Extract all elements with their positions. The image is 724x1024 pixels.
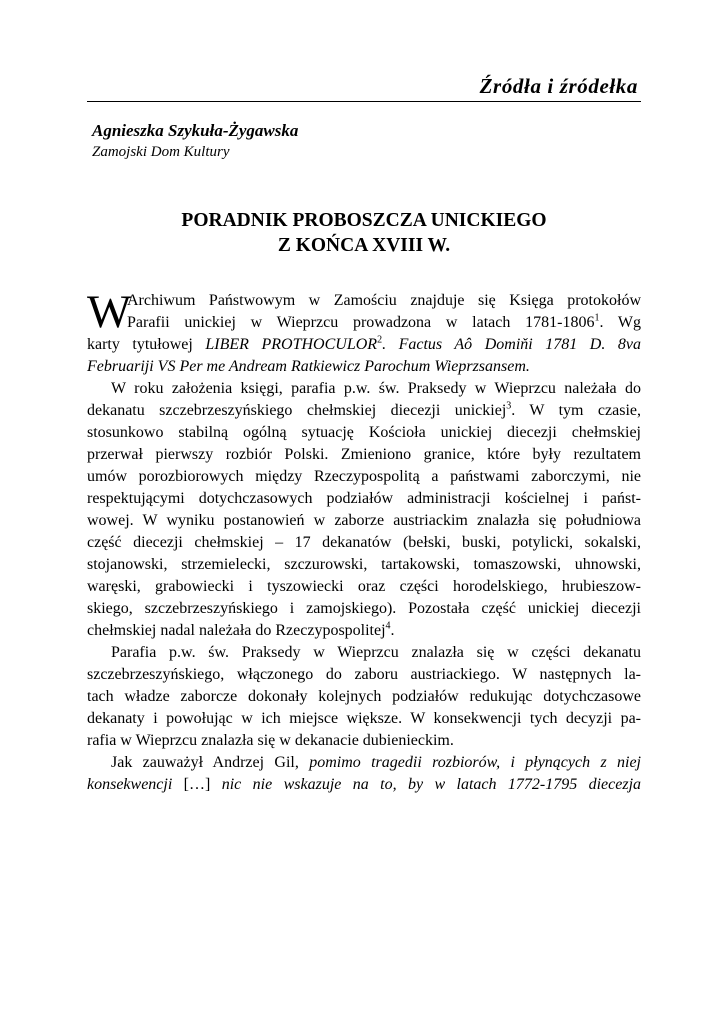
body-line: dekanaty i powołując w ich miejsce większe. W konsekwencji tych decyzji pa- bbox=[87, 710, 641, 727]
body-line: tach władze zaborcze dokonały kolejnych podziałów redukując dotychczasowe bbox=[87, 688, 641, 705]
body-line: karty tytułowej LIBER PROTHOCULOR$^2$. Factus Aô Domiňi 1781 D. 8va bbox=[87, 334, 642, 353]
footnote-ref-1[interactable]: 1 bbox=[594, 312, 600, 324]
body-line: Parafia p.w. św. Praksedy w Wieprzcu znalazła się w części dekanatu bbox=[111, 644, 641, 661]
header-rule bbox=[87, 101, 641, 102]
body-line: szczebrzeszyńskiego, włączonego do zaboru austriackiego. W następnych la- bbox=[87, 666, 641, 683]
body-line: respektującymi dotychczasowych podziałów administracji kościelnej i państ- bbox=[87, 490, 641, 507]
footnote-ref-4[interactable]: 4 bbox=[385, 620, 391, 632]
body-line: W roku założenia księgi, parafia p.w. św. Praksedy w Wieprzcu należała do bbox=[111, 380, 641, 397]
body-line: skiego, szczebrzeszyńskiego i zamojskiego). Pozostała część unickiej diecezji bbox=[87, 600, 641, 617]
body-line: dekanatu szczebrzeszyńskiego chełmskiej diecezji unickiej$^3$. W tym czasie, bbox=[87, 400, 641, 419]
footnote-ref-3[interactable]: 3 bbox=[506, 400, 512, 412]
body-line: przerwał pierwszy rozbiór Polski. Zmieniono granice, które były rezultatem bbox=[87, 446, 641, 463]
body-line: Jak zauważył Andrzej Gil, pomimo tragedii rozbiorów, i płynących z niej bbox=[111, 754, 642, 771]
article-title-line-1: PORADNIK PROBOSZCZA UNICKIEGO bbox=[181, 210, 547, 231]
body-line: Februariji VS Per me Andream Ratkiewicz Parochum Wieprzsansem. bbox=[87, 358, 530, 375]
body-line: stojanowski, strzemielecki, szczurowski, tartakowski, tomaszowski, uhnowski, bbox=[87, 556, 641, 573]
body-line: Archiwum Państwowym w Zamościu znajduje się Księga protokołów bbox=[127, 292, 641, 309]
body-line: część diecezji chełmskiej – 17 dekanatów (bełski, buski, potylicki, sokalski, bbox=[87, 534, 641, 551]
footnote-ref-2[interactable]: 2 bbox=[377, 334, 383, 346]
body-line: stosunkowo stabilną ogólną sytuację Kościoła unickiej diecezji chełmskiej bbox=[87, 424, 641, 441]
article-title-line-2: Z KOŃCA XVIII W. bbox=[277, 235, 451, 256]
author-affiliation: Zamojski Dom Kultury bbox=[92, 144, 230, 160]
drop-cap: W bbox=[87, 286, 132, 338]
body-line: chełmskiej nadal należała do Rzeczypospolitej$^4$. bbox=[87, 620, 395, 639]
body-line: waręski, grabowiecki i tyszowiecki oraz części horodelskiego, hrubieszow- bbox=[87, 578, 641, 595]
body-line: Parafii unickiej w Wieprzcu prowadzona w latach 1781-1806$^1$. Wg bbox=[127, 312, 642, 331]
author-name: Agnieszka Szykuła-Żygawska bbox=[92, 121, 299, 140]
body-line: wowej. W wyniku postanowień w zaborze austriackim znalazła się południowa bbox=[87, 512, 641, 529]
body-line: konsekwencji […] nic nie wskazuje na to, by w latach 1772-1795 diecezja bbox=[87, 776, 642, 793]
body-line: rafia w Wieprzcu znalazła się w dekanacie dubienieckim. bbox=[87, 732, 454, 749]
section-header-title: Źródła i źródełka bbox=[479, 74, 638, 98]
body-line: umów porozbiorowych między Rzeczypospolitą a państwami zaborczymi, nie bbox=[87, 468, 641, 485]
